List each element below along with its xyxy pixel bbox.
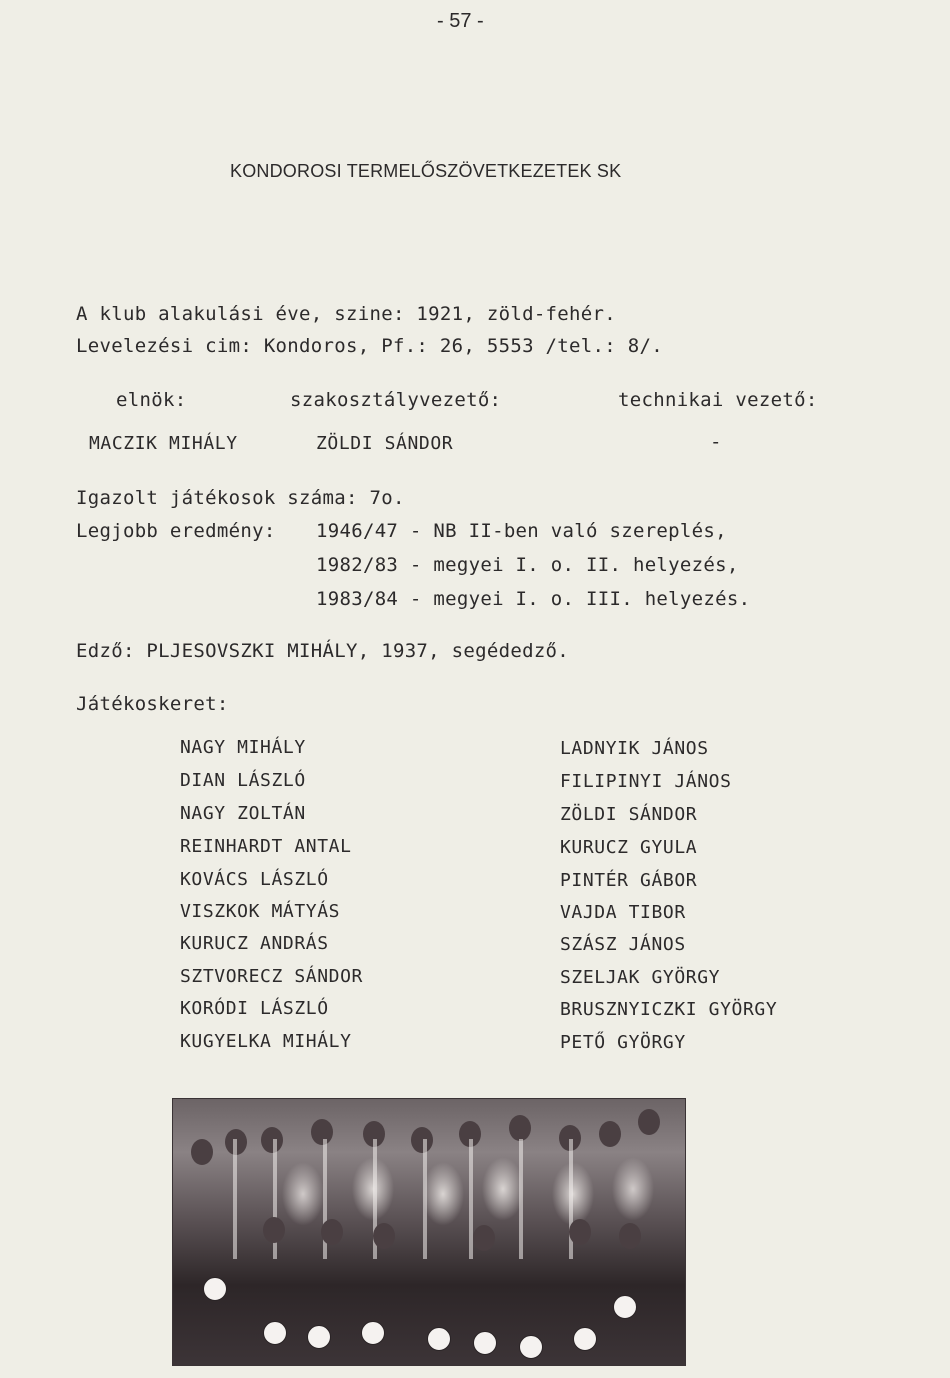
list-item: KURUCZ ANDRÁS	[180, 933, 329, 954]
list-item: KOVÁCS LÁSZLÓ	[180, 869, 329, 890]
list-item: KORÓDI LÁSZLÓ	[180, 998, 329, 1019]
section-head-name: ZÖLDI SÁNDOR	[316, 433, 454, 454]
president-label: elnök:	[116, 389, 187, 411]
list-item: SZÁSZ JÁNOS	[560, 934, 686, 955]
player-head	[638, 1109, 660, 1135]
page-title: KONDOROSI TERMELŐSZÖVETKEZETEK SK	[230, 161, 622, 181]
player-head	[473, 1225, 495, 1251]
player-head	[619, 1223, 641, 1249]
player-head	[411, 1127, 433, 1153]
football	[613, 1295, 637, 1319]
player-head	[373, 1223, 395, 1249]
list-item: FILIPINYI JÁNOS	[560, 771, 732, 792]
registered-players: Igazolt játékosok száma: 7o.	[76, 487, 405, 509]
founding-line: A klub alakulási éve, szine: 1921, zöld-fehér.	[76, 303, 616, 325]
list-item: LADNYIK JÁNOS	[560, 738, 709, 759]
list-item: SZELJAK GYÖRGY	[560, 967, 721, 988]
player-head	[261, 1127, 283, 1153]
list-item: SZTVORECZ SÁNDOR	[180, 966, 363, 987]
best-result-3: 1983/84 - megyei I. o. III. helyezés.	[316, 588, 751, 610]
football	[361, 1321, 385, 1345]
list-item: REINHARDT ANTAL	[180, 836, 352, 857]
team-photo	[172, 1098, 686, 1366]
address-line: Levelezési cim: Kondoros, Pf.: 26, 5553 /tel.: 8/.	[76, 335, 663, 357]
president-name: MACZIK MIHÁLY	[89, 433, 238, 454]
technical-head-name: -	[710, 431, 722, 453]
player-head	[569, 1219, 591, 1245]
football	[203, 1277, 227, 1301]
football	[573, 1327, 597, 1351]
list-item: PETŐ GYÖRGY	[560, 1032, 686, 1053]
player-head	[191, 1139, 213, 1165]
list-item: KURUCZ GYULA	[560, 837, 698, 858]
player-head	[509, 1115, 531, 1141]
football	[307, 1325, 331, 1349]
football	[519, 1335, 543, 1359]
list-item: ZÖLDI SÁNDOR	[560, 804, 698, 825]
player-head	[263, 1217, 285, 1243]
squad-label: Játékoskeret:	[76, 693, 229, 715]
list-item: KUGYELKA MIHÁLY	[180, 1031, 352, 1052]
football	[473, 1331, 497, 1355]
player-head	[321, 1219, 343, 1245]
coach-line: Edző: PLJESOVSZKI MIHÁLY, 1937, segédedző.	[76, 640, 570, 662]
page-number: - 57 -	[437, 10, 484, 32]
best-result-2: 1982/83 - megyei I. o. II. helyezés,	[316, 554, 739, 576]
list-item: VISZKOK MÁTYÁS	[180, 901, 341, 922]
football	[263, 1321, 287, 1345]
best-result-1: 1946/47 - NB II-ben való szereplés,	[316, 520, 727, 542]
list-item: NAGY ZOLTÁN	[180, 803, 306, 824]
list-item: BRUSZNYICZKI GYÖRGY	[560, 999, 778, 1020]
list-item: NAGY MIHÁLY	[180, 737, 306, 758]
section-head-label: szakosztályvezető:	[290, 389, 502, 411]
football	[427, 1327, 451, 1351]
best-result-label: Legjobb eredmény:	[76, 520, 276, 542]
player-head	[599, 1121, 621, 1147]
list-item: VAJDA TIBOR	[560, 902, 686, 923]
list-item: PINTÉR GÁBOR	[560, 870, 698, 891]
list-item: DIAN LÁSZLÓ	[180, 770, 306, 791]
technical-head-label: technikai vezető:	[618, 389, 818, 411]
player-head	[311, 1119, 333, 1145]
